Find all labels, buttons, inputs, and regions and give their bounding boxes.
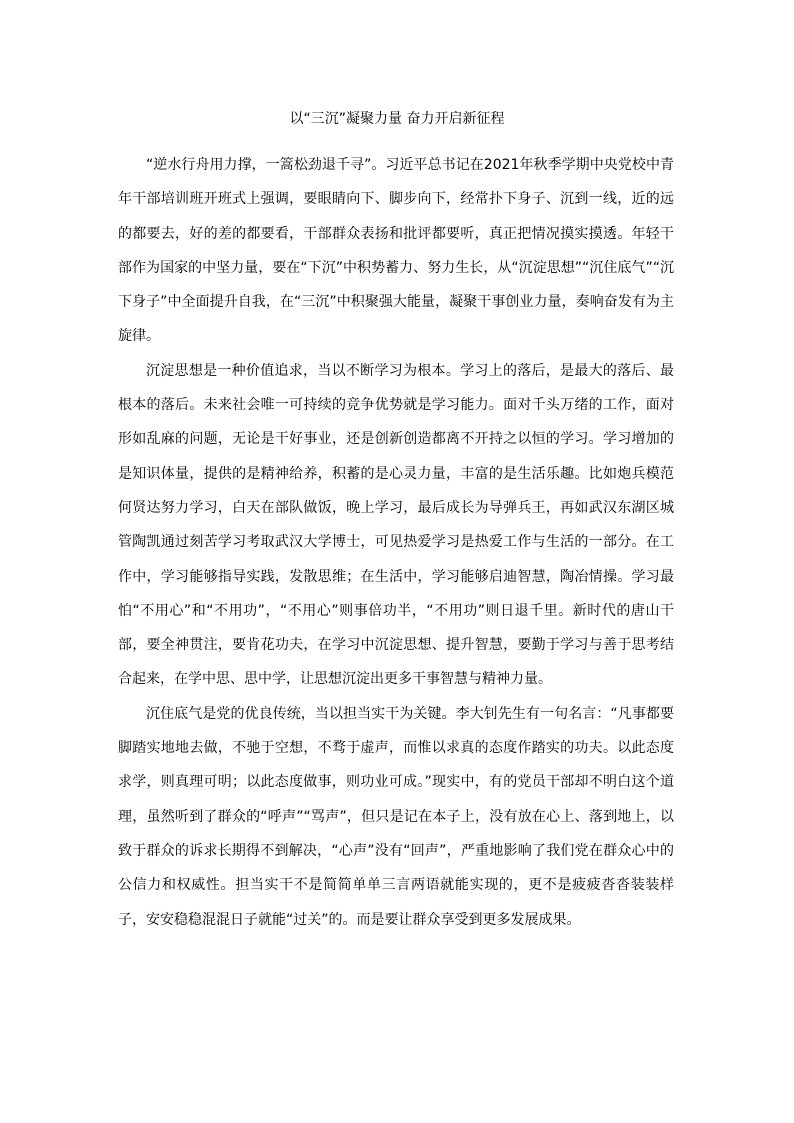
document-title: 以“三沉”凝聚力量 奋力开启新征程	[289, 111, 505, 127]
paragraph-confidence: 沉住底气是党的优良传统，当以担当实干为关键。李大钊先生有一句名言：“凡事都要脚踏实地地去做，不驰于空想，不骛于虚声，而惟以求真的态度作踏实的功夫。以此态度求学，则真理可明；以此态度做事，则功业可成。”现实中，有的党员干部却不明白这个道理，虽然听到了群众的“呼声”“骂声”，但只是记在本子上，没有放在心上、落到地上，以致于群众的诉求长期得不到解决，“心声”没有“回声”，严重地影响了我们党在群众心中的公信力和权威性。担当实干不是简简单单三言两语就能实现的，更不是疲疲沓沓装装样子，安安稳稳混混日子就能“过关”的。而是要让群众享受到更多发展成果。	[118, 705, 674, 928]
paragraph-study: 沉淀思想是一种价值追求，当以不断学习为根本。学习上的落后，是最大的落后、最根本的落后。未来社会唯一可持续的竞争优势就是学习能力。面对千头万绪的工作，面对形如乱麻的问题，无论是干好事业，还是创新创造都离不开持之以恒的学习。学习增加的是知识体量，提供的是精神给养，积蓄的是心灵力量，丰富的是生活乐趣。比如炮兵模范何贤达努力学习，白天在部队做饭，晚上学习，最后成长为导弹兵王，再如武汉东湖区城管陶凯通过刻苦学习考取武汉大学博士，可见热爱学习是热爱工作与生活的一部分。在工作中，学习能够指导实践，发散思维；在生活中，学习能够启迪智慧，陶冶情操。学习最怕“不用心”和“不用功”，“不用心”则事倍功半，“不用功”则日退千里。新时代的唐山干部，要全神贯注，要肯花功夫，在学习中沉淀思想、提升智慧，要勤于学习与善于思考结合起来，在学中思、思中学，让思想沉淀出更多干事智慧与精神力量。	[118, 362, 674, 688]
paragraph-intro: “逆水行舟用力撑，一篙松劲退千寻”。习近平总书记在2021年秋季学期中央党校中青年干部培训班开班式上强调，要眼睛向下、脚步向下，经常扑下身子、沉到一线，近的远的都要去，好的差的都要看，干部群众表扬和批评都要听，真正把情况摸实摸透。年轻干部作为国家的中坚力量，要在“下沉”中积势蓄力、努力生长，从“沉淀思想”“沉住底气”“沉下身子”中全面提升自我，在“三沉”中积聚强大能量，凝聚干事创业力量，奏响奋发有为主旋律。	[118, 157, 674, 345]
document-body	[118, 148, 674, 937]
